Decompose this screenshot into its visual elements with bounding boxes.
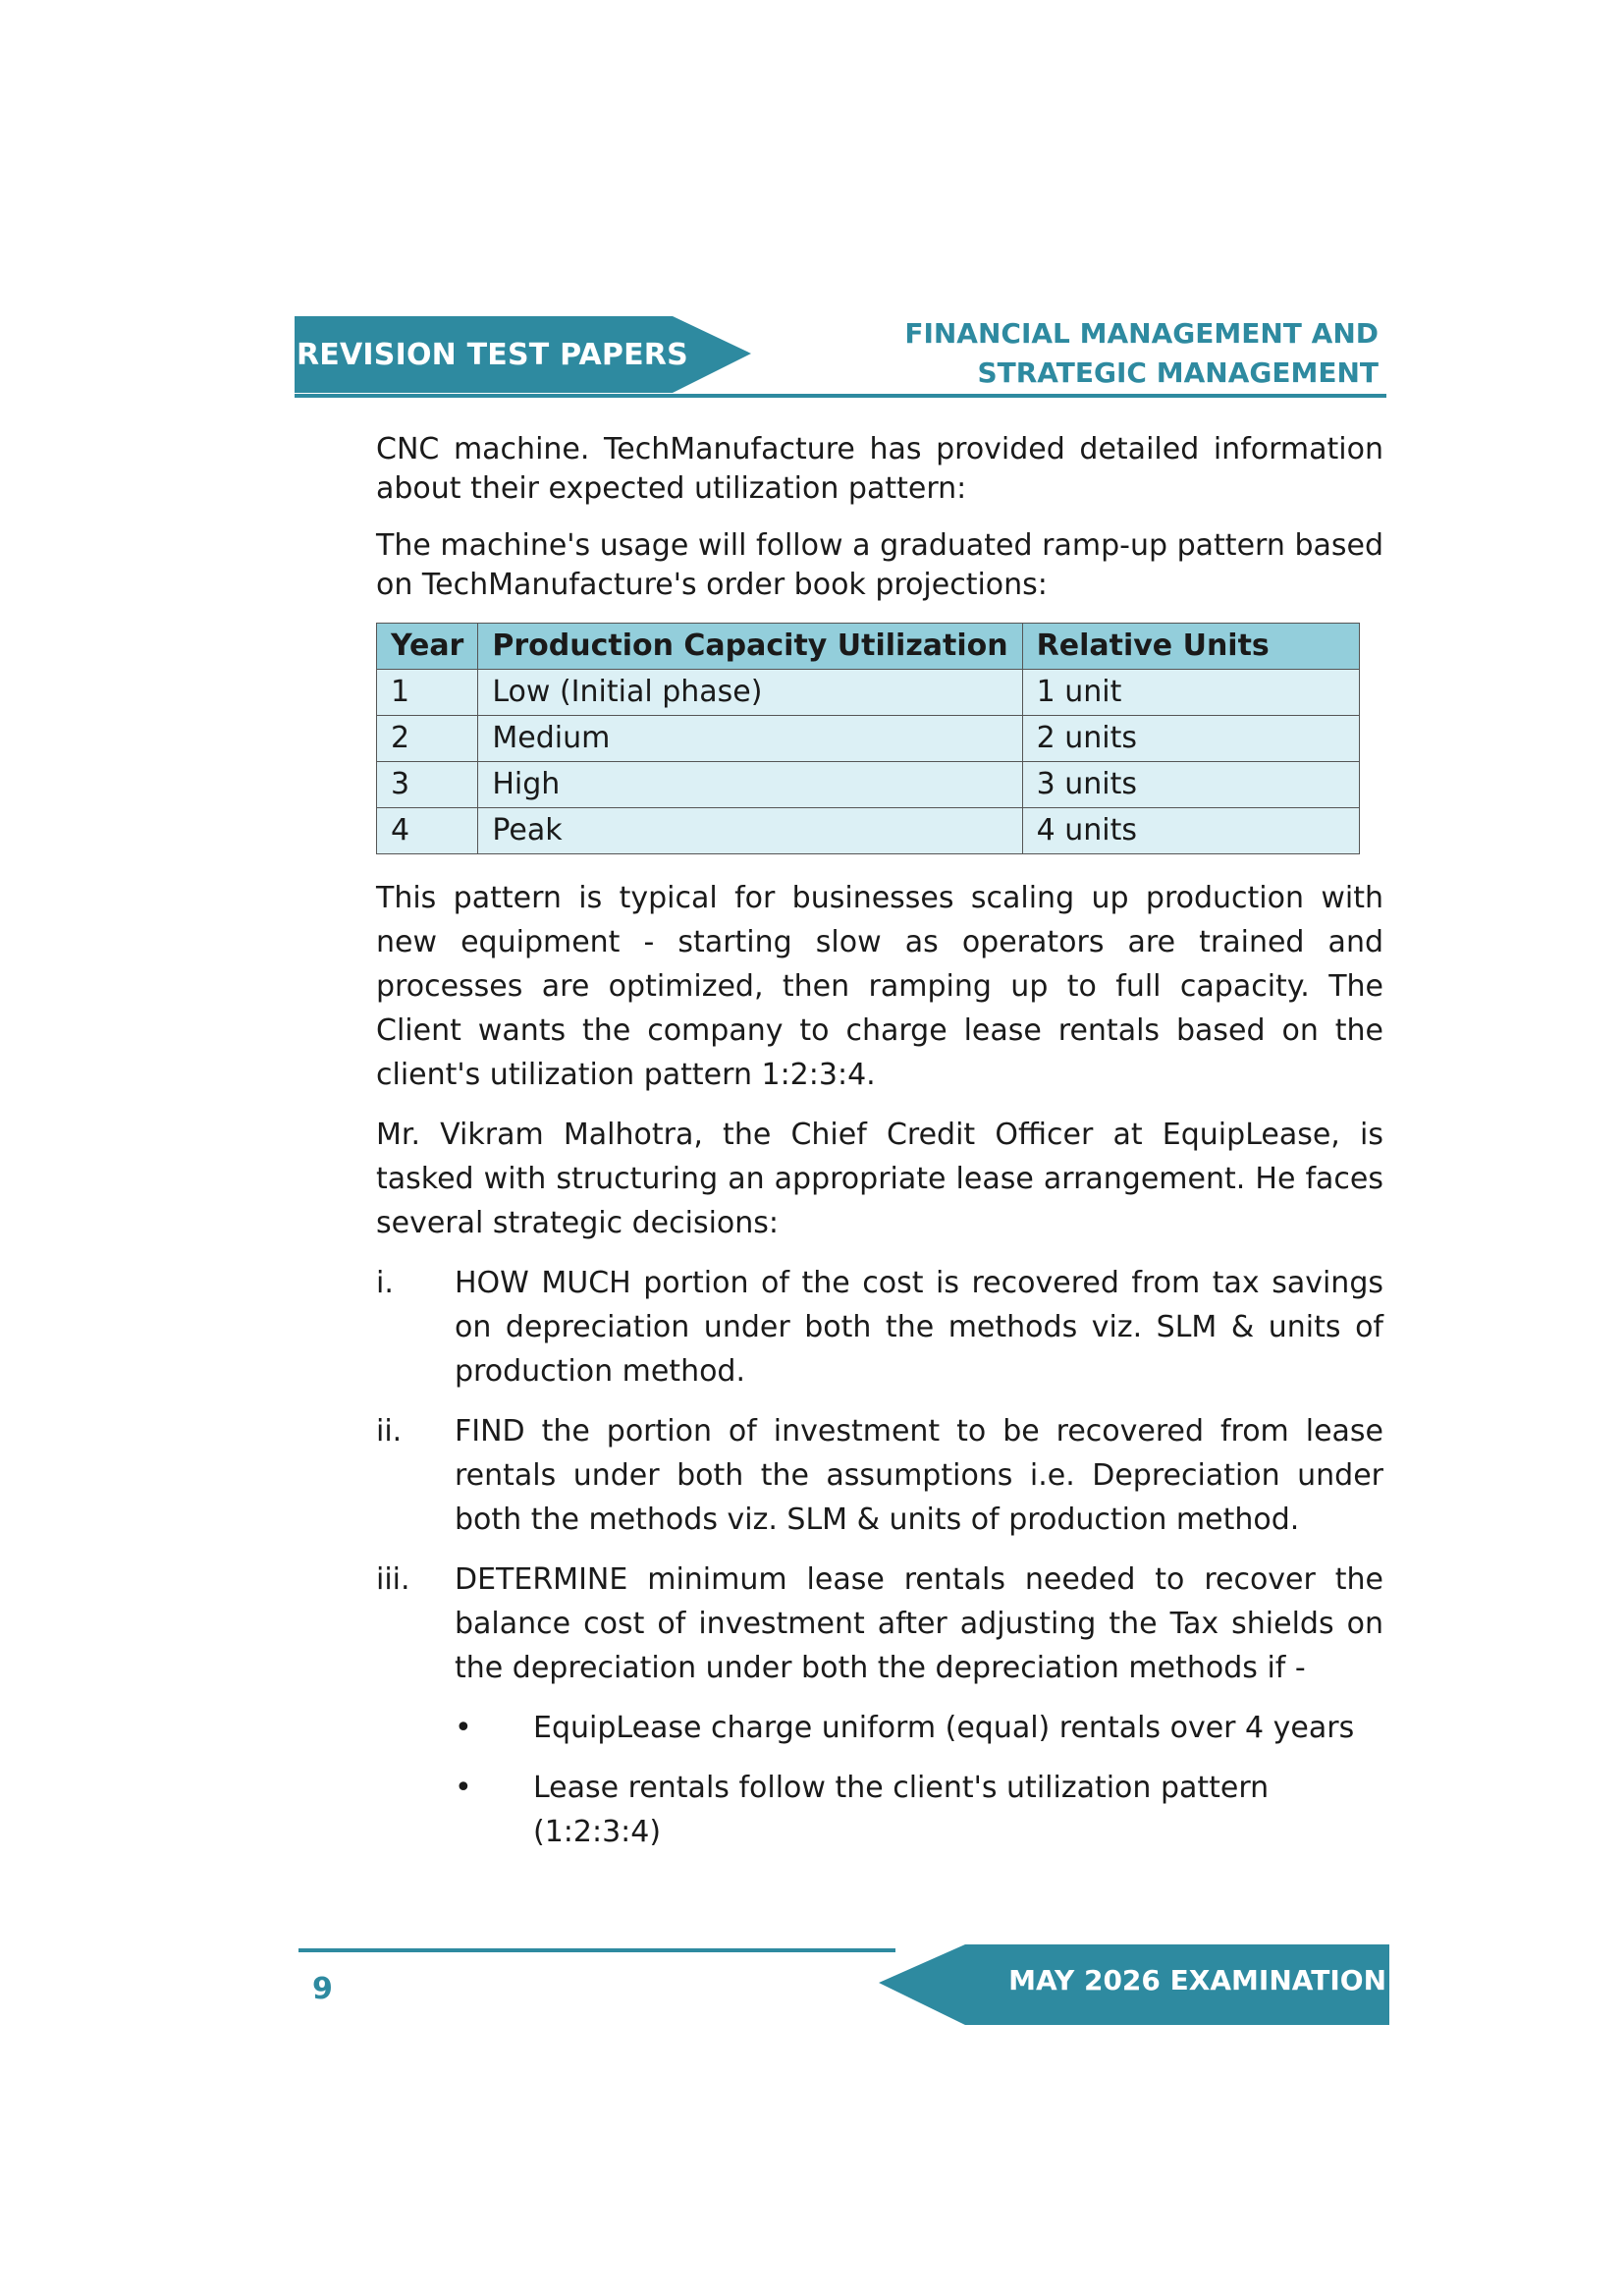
utilization-table: [376, 623, 1360, 854]
cell-units: 4 units: [1022, 808, 1359, 854]
cell-year: 2: [377, 716, 478, 762]
cell-units: 1 unit: [1022, 670, 1359, 716]
question-text: DETERMINE minimum lease rentals needed to recover the balance cost of investment after adjusting the Tax shields on the depreciation under both the depreciation methods if -: [455, 1562, 1383, 1685]
pattern-description-paragraph: This pattern is typical for businesses scaling up production with new equipment - starting slow as operators are trained and processes are optimized, then ramping up to full capacity. The Client wants the company to charge lease rentals based on the client's utilization pattern 1:2:3:4.: [376, 881, 1383, 1092]
question-text: HOW MUCH portion of the cost is recovered from tax savings on depreciation under both the methods viz. SLM & units of production method.: [455, 1266, 1383, 1389]
bullet-text: EquipLease charge uniform (equal) rentals over 4 years: [533, 1711, 1355, 1745]
cell-units: 3 units: [1022, 762, 1359, 808]
question-text: FIND the portion of investment to be recovered from lease rentals under both the assumptions i.e. Depreciation under both the methods viz. SLM & units of production method.: [455, 1414, 1383, 1537]
footer-exam-label: MAY 2026 EXAMINATION: [1008, 1964, 1386, 1996]
table-row: [377, 716, 1360, 762]
column-header-utilization: Production Capacity Utilization: [478, 624, 1022, 670]
intro-paragraph: CNC machine. TechManufacture has provided detailed information about their expected utilization pattern:: [376, 432, 1383, 506]
question-item-1: [376, 1261, 1383, 1394]
cell-utilization: Medium: [478, 716, 1022, 762]
cell-units: 2 units: [1022, 716, 1359, 762]
header-subject-line-2: STRATEGIC MANAGEMENT: [977, 356, 1379, 389]
bullet-text: Lease rentals follow the client's utilization pattern (1:2:3:4): [533, 1771, 1270, 1849]
cell-year: 3: [377, 762, 478, 808]
header-subject-title: [904, 314, 1379, 393]
question-item-2: [376, 1409, 1383, 1542]
column-header-year: Year: [377, 624, 478, 670]
cell-year: 1: [377, 670, 478, 716]
question-number: iii.: [376, 1562, 410, 1597]
question-item-3: [376, 1558, 1383, 1690]
question-number: ii.: [376, 1414, 403, 1449]
header-rule: [295, 394, 1386, 398]
bullet-item-uniform-rentals: [376, 1706, 1383, 1750]
bullet-icon: •: [455, 1711, 472, 1745]
page-content: [376, 430, 1383, 1854]
table-row: [377, 762, 1360, 808]
bullet-item-utilization-rentals: [376, 1766, 1383, 1854]
table-row: [377, 808, 1360, 854]
page-number: 9: [312, 1972, 333, 2006]
column-header-units: Relative Units: [1022, 624, 1359, 670]
table-row: [377, 670, 1360, 716]
pattern-intro-paragraph: The machine's usage will follow a graduated ramp-up pattern based on TechManufacture's order book projections:: [376, 528, 1383, 602]
cell-utilization: Peak: [478, 808, 1022, 854]
question-number: i.: [376, 1266, 394, 1300]
header-section-label: REVISION TEST PAPERS: [297, 338, 688, 372]
officer-paragraph: Mr. Vikram Malhotra, the Chief Credit Officer at EquipLease, is tasked with structuring an appropriate lease arrangement. He faces several strategic decisions:: [376, 1118, 1383, 1240]
cell-year: 4: [377, 808, 478, 854]
footer-rule: [298, 1948, 895, 1952]
table-header-row: [377, 624, 1360, 670]
header-subject-line-1: FINANCIAL MANAGEMENT AND: [904, 317, 1379, 350]
cell-utilization: Low (Initial phase): [478, 670, 1022, 716]
bullet-icon: •: [455, 1771, 472, 1805]
cell-utilization: High: [478, 762, 1022, 808]
